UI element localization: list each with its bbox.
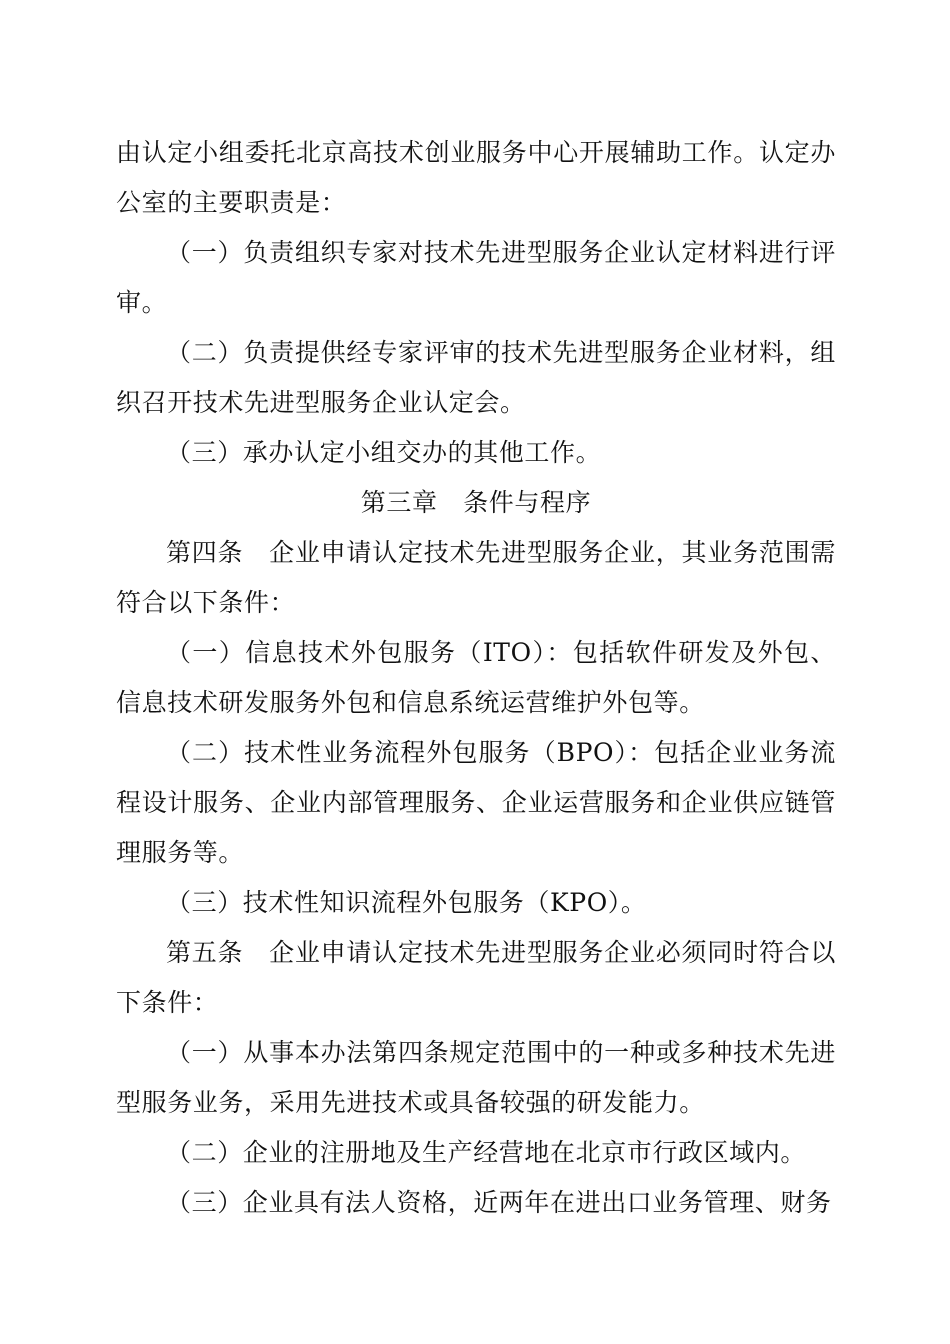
article-4-item-2: （二）技术性业务流程外包服务（BPO）：包括企业业务流程设计服务、企业内部管理服务、企业运营服务和企业供应链管理服务等。 — [116, 738, 836, 867]
chapter-heading: 第三章 条件与程序 — [360, 488, 592, 517]
paragraph-duty-3: （三）承办认定小组交办的其他工作。 — [166, 438, 602, 467]
article-4-item-3: （三）技术性知识流程外包服务（KPO）。 — [166, 888, 647, 917]
article-5-item-2: （二）企业的注册地及生产经营地在北京市行政区域内。 — [166, 1138, 807, 1167]
paragraph-office-duties-intro: 由认定小组委托北京高技术创业服务中心开展辅助工作。认定办公室的主要职责是： — [116, 138, 836, 217]
article-5-item-1: （一）从事本办法第四条规定范围中的一种或多种技术先进型服务业务，采用先进技术或具备较强的研发能力。 — [116, 1038, 836, 1117]
article-5: 第五条 企业申请认定技术先进型服务企业必须同时符合以下条件： — [116, 938, 836, 1017]
paragraph-duty-2: （二）负责提供经专家评审的技术先进型服务企业材料，组织召开技术先进型服务企业认定会。 — [116, 338, 836, 417]
document-body — [116, 128, 836, 1228]
article-5-item-3: （三）企业具有法人资格，近两年在进出口业务管理、财务 — [166, 1188, 832, 1217]
article-4-item-1: （一）信息技术外包服务（ITO）：包括软件研发及外包、信息技术研发服务外包和信息系统运营维护外包等。 — [116, 638, 836, 717]
article-4: 第四条 企业申请认定技术先进型服务企业，其业务范围需符合以下条件： — [116, 538, 836, 617]
paragraph-duty-1: （一）负责组织专家对技术先进型服务企业认定材料进行评审。 — [116, 238, 836, 317]
